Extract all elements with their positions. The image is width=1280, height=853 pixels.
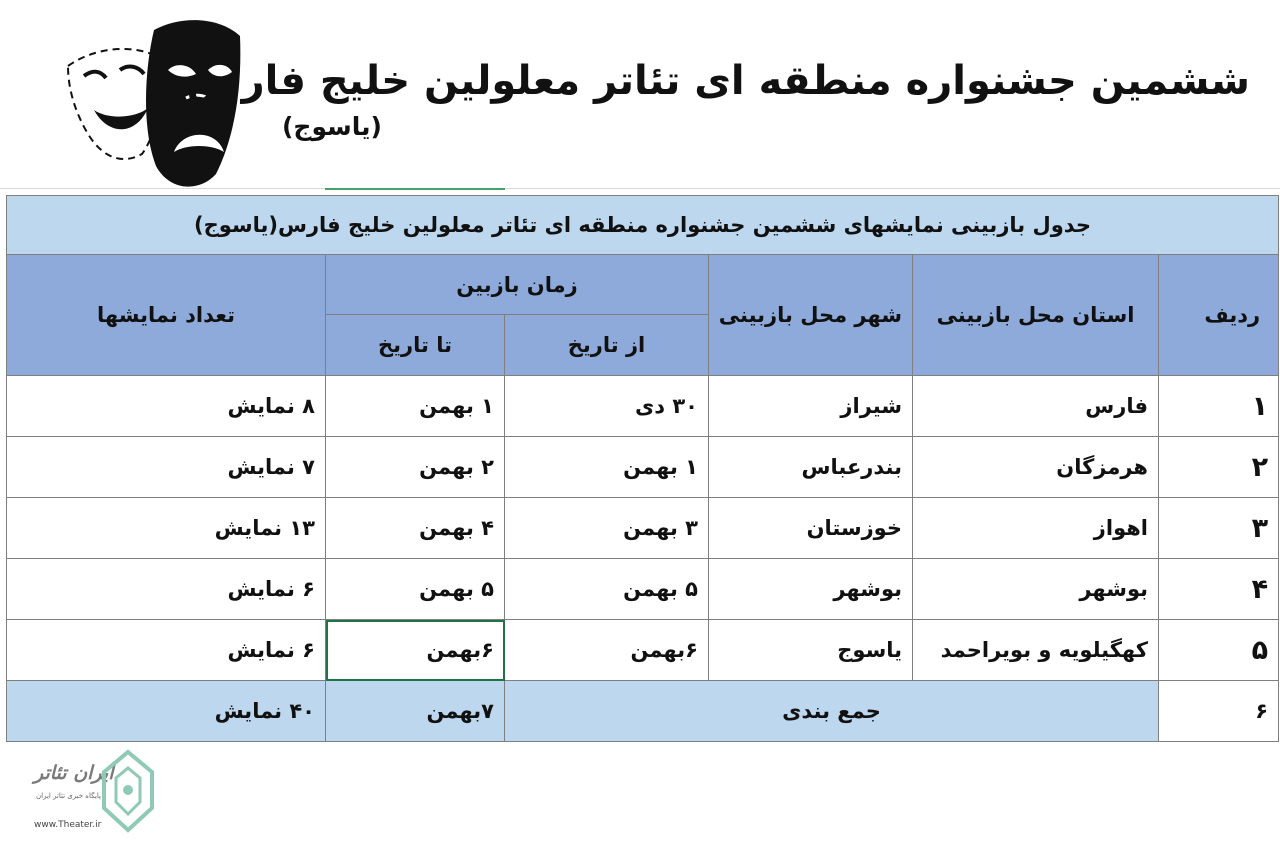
logo-emblem-icon xyxy=(100,748,156,834)
table-row xyxy=(7,559,1279,620)
logo-name: ایران تئاتر xyxy=(34,762,114,784)
total-row xyxy=(7,681,1279,742)
province-cell[interactable]: هرمزگان xyxy=(913,437,1159,498)
city-cell[interactable]: بوشهر xyxy=(709,559,913,620)
row-number-cell[interactable]: ۳ xyxy=(1159,498,1279,559)
logo-url: www.Theater.ir xyxy=(34,820,102,830)
iran-theater-logo xyxy=(30,748,180,840)
header-count[interactable]: تعداد نمایشها xyxy=(7,255,326,376)
total-label-cell[interactable]: جمع بندی xyxy=(505,681,1159,742)
from-date-cell[interactable]: ۵ بهمن xyxy=(505,559,709,620)
to-date-cell[interactable]: ۲ بهمن xyxy=(326,437,505,498)
page-title: ششمین جشنواره منطقه ای تئاتر معلولین خلیج فارس xyxy=(186,58,1250,104)
table-caption[interactable]: جدول بازبینی نمایشهای ششمین جشنواره منطقه ای تئاتر معلولین خلیج فارس(یاسوج) xyxy=(7,196,1279,255)
to-date-cell[interactable]: ۴ بهمن xyxy=(326,498,505,559)
province-cell[interactable]: بوشهر xyxy=(913,559,1159,620)
from-date-cell[interactable]: ۳۰ دی xyxy=(505,376,709,437)
table-row xyxy=(7,498,1279,559)
table-row xyxy=(7,437,1279,498)
row-number-cell[interactable]: ۴ xyxy=(1159,559,1279,620)
count-cell[interactable]: ۶ نمایش xyxy=(7,559,326,620)
to-date-cell[interactable]: ۱ بهمن xyxy=(326,376,505,437)
total-count-cell[interactable]: ۴۰ نمایش xyxy=(7,681,326,742)
province-cell[interactable]: فارس xyxy=(913,376,1159,437)
header-from-date[interactable]: از تاریخ xyxy=(505,315,709,376)
count-cell[interactable]: ۱۳ نمایش xyxy=(7,498,326,559)
to-date-cell-selected[interactable]: ۶بهمن xyxy=(326,620,505,681)
schedule-table-container xyxy=(6,195,1278,747)
to-date-cell[interactable]: ۵ بهمن xyxy=(326,559,505,620)
city-cell[interactable]: یاسوج xyxy=(709,620,913,681)
header-time-group[interactable]: زمان بازبین xyxy=(326,255,709,315)
total-row-number-cell[interactable]: ۶ xyxy=(1159,681,1279,742)
header-province[interactable]: استان محل بازبینی xyxy=(913,255,1159,376)
header-row[interactable]: ردیف xyxy=(1159,255,1279,376)
total-to-date-cell[interactable]: ۷بهمن xyxy=(326,681,505,742)
row-number-cell[interactable]: ۲ xyxy=(1159,437,1279,498)
row-number-cell[interactable]: ۵ xyxy=(1159,620,1279,681)
header-to-date[interactable]: تا تاریخ xyxy=(326,315,505,376)
from-date-cell[interactable]: ۶بهمن xyxy=(505,620,709,681)
city-cell[interactable]: بندرعباس xyxy=(709,437,913,498)
count-cell[interactable]: ۷ نمایش xyxy=(7,437,326,498)
from-date-cell[interactable]: ۳ بهمن xyxy=(505,498,709,559)
city-cell[interactable]: شیراز xyxy=(709,376,913,437)
province-cell[interactable]: اهواز xyxy=(913,498,1159,559)
header-city[interactable]: شهر محل بازبینی xyxy=(709,255,913,376)
table-row xyxy=(7,376,1279,437)
city-cell[interactable]: خوزستان xyxy=(709,498,913,559)
schedule-table xyxy=(6,195,1279,742)
table-row xyxy=(7,620,1279,681)
from-date-cell[interactable]: ۱ بهمن xyxy=(505,437,709,498)
row-number-cell[interactable]: ۱ xyxy=(1159,376,1279,437)
page-subtitle: (یاسوج) xyxy=(282,112,382,141)
province-cell[interactable]: کهگیلویه و بویراحمد xyxy=(913,620,1159,681)
logo-subtext: پایگاه خبری تئاتر ایران xyxy=(36,792,101,800)
count-cell[interactable]: ۶ نمایش xyxy=(7,620,326,681)
count-cell[interactable]: ۸ نمایش xyxy=(7,376,326,437)
